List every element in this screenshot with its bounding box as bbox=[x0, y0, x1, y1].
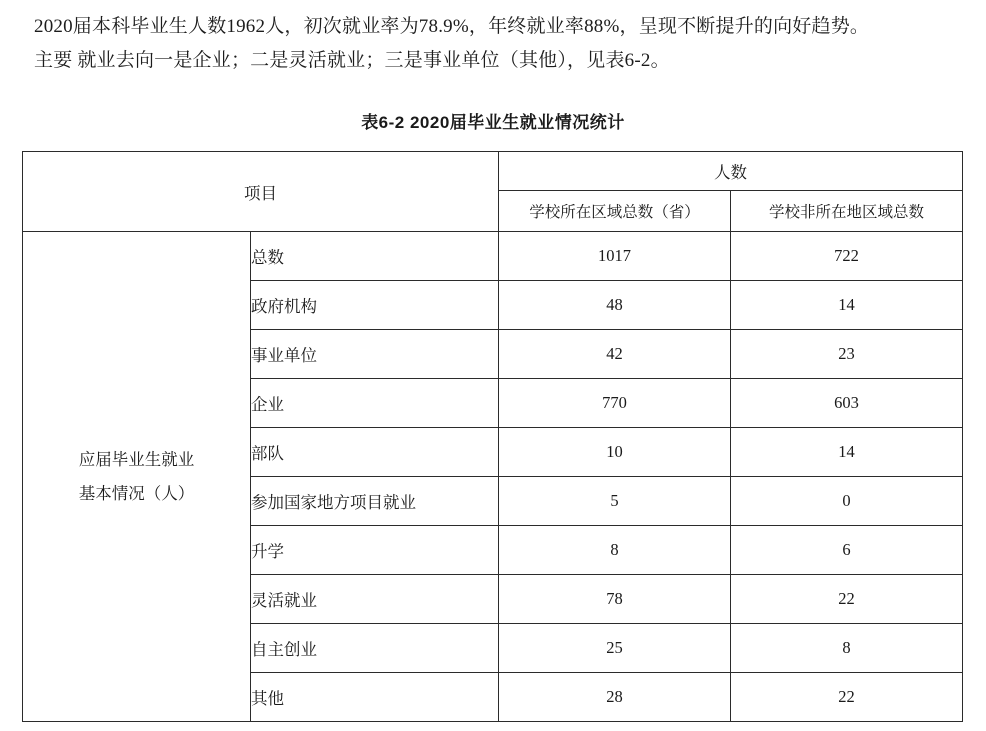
row-in-region: 8 bbox=[499, 526, 731, 575]
row-category: 参加国家地方项目就业 bbox=[251, 477, 499, 526]
row-in-region: 25 bbox=[499, 624, 731, 673]
row-in-region: 1017 bbox=[499, 232, 731, 281]
row-group-label-line-2: 基本情况（人） bbox=[78, 483, 195, 503]
header-count-group: 人数 bbox=[499, 152, 963, 191]
row-category: 企业 bbox=[251, 379, 499, 428]
row-category: 事业单位 bbox=[251, 330, 499, 379]
row-in-region: 5 bbox=[499, 477, 731, 526]
row-out-region: 603 bbox=[731, 379, 963, 428]
row-category: 升学 bbox=[251, 526, 499, 575]
row-out-region: 722 bbox=[731, 232, 963, 281]
row-category: 政府机构 bbox=[251, 281, 499, 330]
table-header-row-1 bbox=[23, 152, 963, 191]
row-out-region: 14 bbox=[731, 281, 963, 330]
header-sub-col-1: 学校所在区域总数（省） bbox=[499, 191, 731, 232]
row-in-region: 48 bbox=[499, 281, 731, 330]
header-item: 项目 bbox=[23, 152, 499, 232]
row-group-label bbox=[23, 232, 251, 722]
table-container bbox=[0, 151, 986, 722]
row-out-region: 22 bbox=[731, 673, 963, 722]
table-row bbox=[23, 232, 963, 281]
header-sub-col-2: 学校非所在地区域总数 bbox=[731, 191, 963, 232]
row-category: 自主创业 bbox=[251, 624, 499, 673]
employment-statistics-table bbox=[22, 151, 963, 722]
row-category: 其他 bbox=[251, 673, 499, 722]
row-group-label-line-1: 应届毕业生就业 bbox=[78, 449, 195, 469]
row-in-region: 42 bbox=[499, 330, 731, 379]
row-out-region: 8 bbox=[731, 624, 963, 673]
row-in-region: 10 bbox=[499, 428, 731, 477]
table-caption: 表6-2 2020届毕业生就业情况统计 bbox=[361, 113, 625, 132]
row-category: 总数 bbox=[251, 232, 499, 281]
row-in-region: 78 bbox=[499, 575, 731, 624]
row-out-region: 6 bbox=[731, 526, 963, 575]
row-category: 灵活就业 bbox=[251, 575, 499, 624]
intro-paragraph bbox=[0, 0, 986, 78]
row-out-region: 23 bbox=[731, 330, 963, 379]
row-out-region: 14 bbox=[731, 428, 963, 477]
row-in-region: 28 bbox=[499, 673, 731, 722]
row-out-region: 22 bbox=[731, 575, 963, 624]
row-in-region: 770 bbox=[499, 379, 731, 428]
row-category: 部队 bbox=[251, 428, 499, 477]
intro-line-1: 2020届本科毕业生人数1962人，初次就业率为78.9%，年终就业率88%，呈现不断提升的向好趋势。 bbox=[34, 16, 870, 37]
intro-line-2: 主要 就业去向一是企业；二是灵活就业；三是事业单位（其他），见表6-2。 bbox=[34, 50, 670, 71]
row-out-region: 0 bbox=[731, 477, 963, 526]
